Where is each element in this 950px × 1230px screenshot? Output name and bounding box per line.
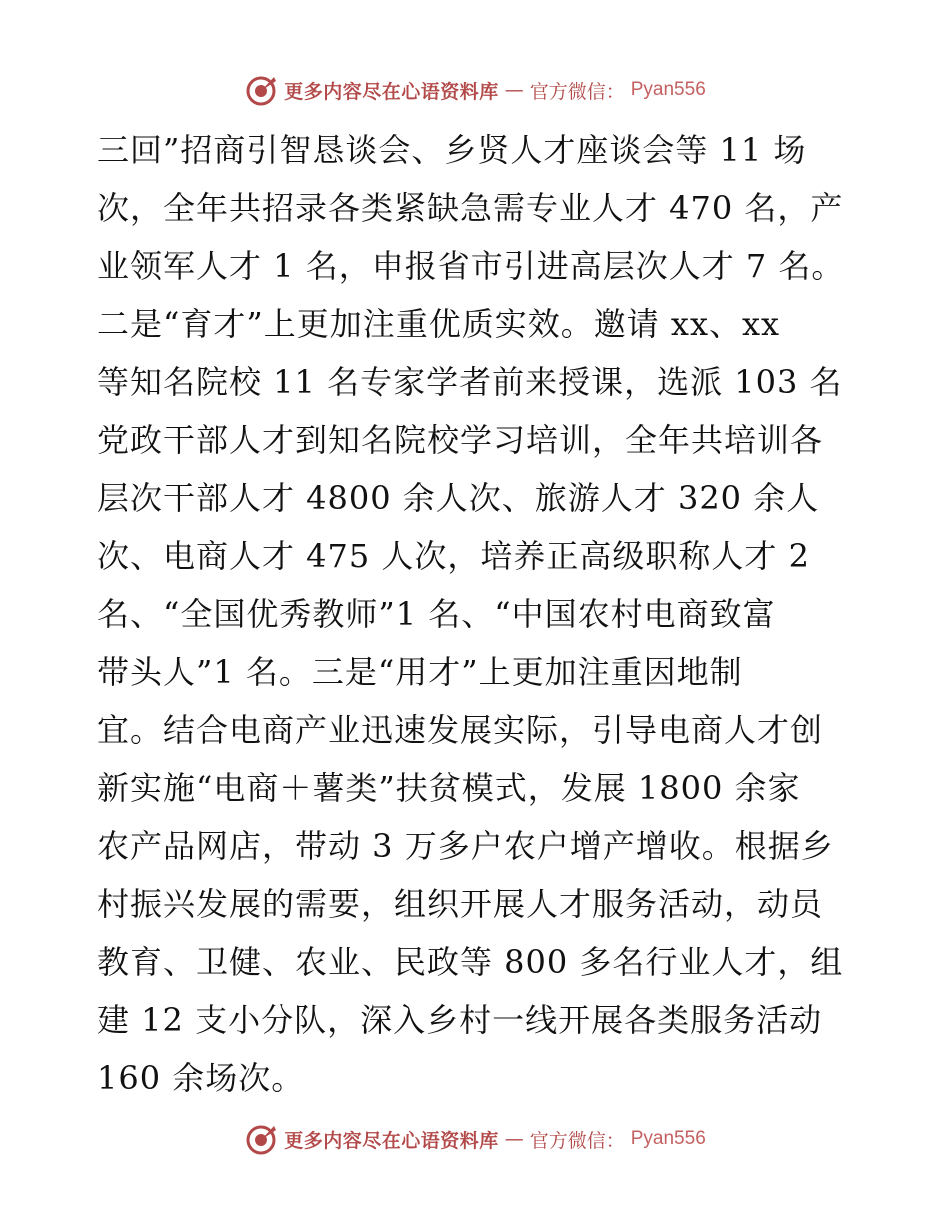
quill-logo-icon xyxy=(244,73,278,107)
header-banner xyxy=(0,70,950,110)
footer-banner xyxy=(0,1119,950,1159)
banner-dash: — xyxy=(504,1128,524,1150)
body-line: 宜。结合电商产业迅速发展实际，引导电商人才创 xyxy=(97,711,824,749)
body-line: 二是“育才”上更加注重优质实效。邀请 xx、xx xyxy=(97,305,781,343)
banner-wechat-id: Pyan556 xyxy=(630,79,706,100)
body-line: 建 12 支小分队，深入乡村一线开展各类服务活动 xyxy=(97,1001,823,1039)
body-line: 次、电商人才 475 人次，培养正高级职称人才 2 xyxy=(97,537,810,575)
body-line: 带头人”1 名。三是“用才”上更加注重因地制 xyxy=(97,653,743,691)
document-body xyxy=(97,121,857,1107)
body-line: 党政干部人才到知名院校学习培训，全年共培训各 xyxy=(97,421,824,459)
banner-main-text: 更多内容尽在心语资料库 xyxy=(284,80,499,103)
banner-main-text: 更多内容尽在心语资料库 xyxy=(284,1129,499,1152)
banner-wechat-label: 官方微信： xyxy=(529,80,625,103)
banner-dash: — xyxy=(504,79,524,101)
banner-wechat-label: 官方微信： xyxy=(529,1129,625,1152)
body-line: 等知名院校 11 名专家学者前来授课，选派 103 名 xyxy=(97,363,843,401)
body-line: 160 余场次。 xyxy=(97,1059,305,1097)
body-line: 层次干部人才 4800 余人次、旅游人才 320 余人 xyxy=(97,479,820,517)
body-line: 教育、卫健、农业、民政等 800 多名行业人才，组 xyxy=(97,943,844,981)
body-line: 村振兴发展的需要，组织开展人才服务活动，动员 xyxy=(97,885,824,923)
body-line: 次，全年共招录各类紧缺急需专业人才 470 名，产 xyxy=(97,189,844,227)
banner-wechat-id: Pyan556 xyxy=(630,1128,706,1149)
body-line: 新实施“电商＋薯类”扶贫模式，发展 1800 余家 xyxy=(97,769,801,807)
body-line: 农产品网店，带动 3 万多户农户增产增收。根据乡 xyxy=(97,827,834,865)
body-line: 业领军人才 1 名，申报省市引进高层次人才 7 名。 xyxy=(97,247,845,285)
body-line: 名、“全国优秀教师”1 名、“中国农村电商致富 xyxy=(97,595,776,633)
quill-logo-icon xyxy=(244,1122,278,1156)
body-line: 三回”招商引智恳谈会、乡贤人才座谈会等 11 场 xyxy=(97,131,807,169)
